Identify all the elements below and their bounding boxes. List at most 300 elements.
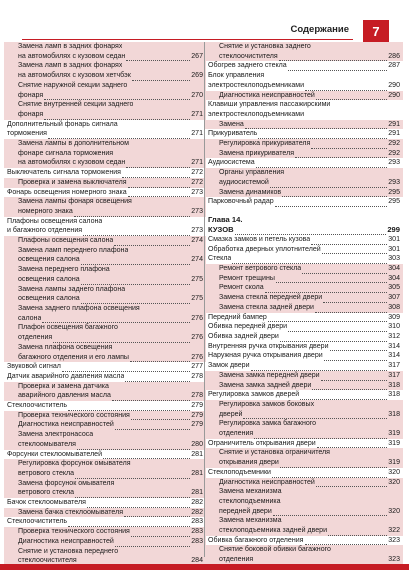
page-ref: 312 [388,332,400,340]
page-ref: 271 [191,159,203,167]
toc-section-entry[interactable] [208,313,400,323]
dot-leader [122,171,190,178]
dot-leader [273,509,387,516]
entry-title: Снятие и установка переднего [18,547,119,555]
entry-title: Замена переднего плафона [18,266,110,274]
toc-subsection-entry[interactable] [205,478,403,488]
page-ref: 319 [388,430,400,438]
entry-title: Регулировка форсунок омывателя [18,460,131,468]
dot-leader [254,432,387,439]
toc-section-entry[interactable] [208,245,400,255]
toc-subsection-entry[interactable] [4,547,206,557]
page-ref: 272 [191,169,203,177]
dot-leader [74,210,190,217]
page-ref: 283 [191,528,203,536]
entry-title: Замена замка передней двери [219,371,320,379]
entry-title: дверей [219,410,243,418]
toc-subsection-entry[interactable] [4,149,206,159]
dot-leader [81,297,191,304]
toc-section-entry[interactable] [208,158,400,168]
dot-leader [324,354,388,361]
toc-section-entry[interactable] [208,129,400,139]
toc-subsection-entry[interactable] [4,304,206,314]
toc-section-entry[interactable] [7,372,203,382]
entry-title: передней двери [219,507,272,515]
entry-title: электростеклоподъемниками [208,81,305,89]
dot-leader [75,472,190,479]
toc-subsection-entry[interactable] [205,293,403,303]
toc-section-entry[interactable] [208,351,400,361]
dot-leader [305,84,387,91]
toc-subsection-entry[interactable] [205,120,403,130]
dot-leader [316,480,387,487]
dot-leader [279,54,388,61]
page-ref: 308 [388,303,400,311]
toc-subsection-entry[interactable] [4,382,206,392]
entry-title: Датчик аварийного давления масла [7,372,125,380]
entry-title: стеклоочистителя [18,557,77,565]
entry-title: Прикуриватель [208,130,258,138]
page-ref: 281 [191,469,203,477]
toc-section-entry[interactable] [208,81,400,91]
dot-leader [288,325,387,332]
entry-title: Замена ламп переднего плафона [18,246,129,254]
toc-subsection-entry[interactable] [4,411,206,421]
dot-leader [44,93,190,100]
entry-title: Внутренняя ручка открывания двери [208,342,329,350]
page-ref: 305 [388,284,400,292]
toc-subsection-entry[interactable] [205,91,403,101]
entry-title: Замена лампы фонаря освещения [18,198,132,206]
dot-leader [295,151,387,158]
toc-section-entry[interactable] [208,254,400,264]
entry-title: Регулировка замков боковых [219,400,315,408]
toc-subsection-entry[interactable] [205,178,403,188]
dot-leader [268,315,387,322]
dot-leader [131,413,190,420]
entry-title: Парковочный радар [208,198,274,206]
page-ref: 275 [191,295,203,303]
toc-right-column [208,42,400,565]
dot-leader [132,74,190,81]
toc-subsection-entry[interactable] [4,61,206,71]
entry-title: Замена динамиков [219,188,282,196]
dot-leader [125,375,190,382]
page-ref: 293 [388,159,400,167]
toc-subsection-entry[interactable] [205,507,403,517]
entry-title: Замена бачка стеклоомывателя [18,508,124,516]
entry-title: Регулировка замка багажного [219,420,317,428]
dot-leader [131,530,190,537]
page-ref: 269 [191,72,203,80]
toc-section-entry[interactable] [208,235,400,245]
entry-title: торможения [7,130,47,138]
toc-section-entry[interactable] [7,120,203,130]
toc-subsection-entry[interactable] [205,545,403,555]
dot-leader [312,383,387,390]
entry-title: Диагностика неисправностей [18,421,114,429]
dot-leader [48,132,190,139]
toc-subsection-entry[interactable] [4,81,206,91]
entry-title: Обработка дверных уплотнителей [208,245,321,253]
toc-subsection-entry[interactable] [205,410,403,420]
page-ref: 275 [191,275,203,283]
entry-title: фонаре сигнала торможения [18,149,114,157]
toc-section-entry[interactable] [7,188,203,198]
toc-subsection-entry[interactable] [4,207,206,217]
entry-title: Ремонт трещины [219,274,275,282]
entry-title: номерного знака [18,207,73,215]
page-ref: 323 [388,536,400,544]
toc-subsection-entry[interactable] [205,526,403,536]
toc-subsection-entry[interactable] [4,323,206,333]
toc-subsection-entry[interactable] [4,333,206,343]
page-ref: 318 [388,410,400,418]
entry-title: аварийного давления масла [18,392,111,400]
chapter-title[interactable] [208,225,400,235]
page-ref: 317 [388,371,400,379]
toc-subsection-entry[interactable] [4,353,206,363]
entry-title: Смазка замков и петель кузова [208,235,311,243]
header-rule [22,39,353,40]
page-ref: 276 [191,334,203,342]
page-ref: 284 [191,557,203,565]
entry-title: Регулировка прикуривателя [219,140,311,148]
toc-subsection-entry[interactable] [205,487,403,497]
toc-subsection-entry[interactable] [4,285,206,295]
toc-section-entry[interactable] [7,517,203,527]
toc-subsection-entry[interactable] [4,294,206,304]
page-ref: 280 [191,440,203,448]
entry-title: Стеклоочиститель [7,518,68,526]
page-ref: 274 [191,256,203,264]
toc-section-entry[interactable] [7,498,203,508]
page-ref: 319 [388,439,400,447]
page-ref: 277 [191,363,203,371]
dot-leader [300,393,387,400]
page-ref: 318 [388,391,400,399]
entry-title: Замена [219,120,244,128]
entry-title: Проверка технического состояния [18,411,130,419]
toc-subsection-entry[interactable] [4,537,206,547]
toc-section-entry[interactable] [208,322,400,332]
page-ref: 281 [191,489,203,497]
toc-subsection-entry[interactable] [4,42,206,52]
page-ref: 320 [388,468,400,476]
page-ref: 304 [388,265,400,273]
entry-title: Замена лампы заднего плафона [18,285,126,293]
page-ref: 283 [191,518,203,526]
entry-title: Снятие и установка ограничителя [219,449,330,457]
entry-title: Диагностика неисправностей [219,478,315,486]
toc-section-entry[interactable] [7,450,203,460]
dot-leader [126,161,190,168]
toc-section-entry[interactable] [208,536,400,546]
dot-leader [130,355,190,362]
entry-title: на автомобилях с кузовом седан [18,52,126,60]
toc-subsection-entry[interactable] [205,149,403,159]
dot-leader [243,412,387,419]
toc-section-entry[interactable] [208,439,400,449]
dot-leader [42,316,190,323]
page-ref: 279 [191,411,203,419]
header-title: Содержание [290,24,349,35]
page-ref: 299 [387,224,400,234]
dot-leader [282,190,387,197]
page-ref: 293 [388,178,400,186]
page-ref: 292 [388,140,400,148]
dot-leader [323,296,387,303]
toc-subsection-entry[interactable] [205,381,403,391]
page-ref: 309 [388,313,400,321]
entry-title: Диагностика неисправностей [18,537,114,545]
entry-title: Ремонт скола [219,284,264,292]
dot-leader [115,540,190,547]
toc-section-entry[interactable] [208,342,400,352]
page-ref: 318 [388,381,400,389]
toc-subsection-entry[interactable] [4,488,206,498]
toc-section-entry[interactable] [208,197,400,207]
toc-subsection-entry[interactable] [205,303,403,313]
dot-leader [302,267,387,274]
entry-title: Звуковой сигнал [7,363,61,371]
toc-section-entry[interactable] [208,332,400,342]
entry-title: Снятие внутренней секции заднего [18,101,134,109]
entry-title: Замена прикуривателя [219,149,295,157]
entry-title: на автомобилях с кузовом седан [18,159,126,167]
page-ref: 282 [191,499,203,507]
entry-title: Замена заднего плафона освещения [18,304,140,312]
toc-subsection-entry[interactable] [4,178,206,188]
entry-title: Проверка и замена датчика [18,382,109,390]
dot-leader [81,258,191,265]
toc-subsection-entry[interactable] [205,400,403,410]
dot-leader [316,93,387,100]
toc-subsection-entry[interactable] [205,497,403,507]
dot-leader [68,404,190,411]
page-ref: 281 [191,450,203,458]
toc-subsection-entry[interactable] [205,139,403,149]
page-ref: 267 [191,52,203,60]
page-ref: 283 [191,537,203,545]
entry-title: Диагностика неисправностей [219,91,315,99]
dot-leader [311,238,387,245]
entry-title: Форсунки стеклоомывателей [7,450,103,458]
dot-leader [322,247,388,254]
page-ref: 314 [388,342,400,350]
toc-subsection-entry[interactable] [205,458,403,468]
toc-subsection-entry[interactable] [4,255,206,265]
page-ref: 271 [191,130,203,138]
entry-title: Передний бампер [208,313,267,321]
toc-subsection-entry[interactable] [205,52,403,62]
entry-title: фонаря [18,91,44,99]
entry-title: ветрового стекла [18,489,75,497]
toc-subsection-entry[interactable] [4,343,206,353]
toc-subsection-entry[interactable] [205,448,403,458]
toc-section-entry[interactable] [7,168,203,178]
entry-title: Блок управления [208,72,265,80]
toc-subsection-entry[interactable] [205,429,403,439]
page-ref: 270 [191,91,203,99]
chapter-title-text: КУЗОВ [208,224,234,234]
toc-subsection-entry[interactable] [4,430,206,440]
toc-section-entry[interactable] [7,362,203,372]
entry-title: Снятие наружной секции заднего [18,81,128,89]
page-ref: 272 [191,178,203,186]
dot-leader [330,344,388,351]
toc-subsection-entry[interactable] [205,516,403,526]
page-ref: 319 [388,459,400,467]
entry-title: отделения [219,430,254,438]
dot-leader [275,200,388,207]
entry-title: Замок двери [208,362,250,370]
entry-title: Органы управления [219,169,285,177]
toc-section-entry[interactable] [208,390,400,400]
page-ref: 286 [388,52,400,60]
toc-subsection-entry[interactable] [4,197,206,207]
page-ref: 323 [388,556,400,564]
entry-title: отделения [18,334,53,342]
entry-title: Клавиши управления пассажирскими [208,101,331,109]
toc-subsection-entry[interactable] [4,527,206,537]
page-ref: 301 [388,235,400,243]
toc-subsection-entry[interactable] [4,246,206,256]
page-ref: 271 [191,110,203,118]
entry-title: багажного отделения и его лампы [18,353,129,361]
toc-subsection-entry[interactable] [4,236,206,246]
page-ref: 273 [191,207,203,215]
dot-leader [328,529,387,536]
entry-title: освещения салона [18,256,80,264]
toc-section-entry[interactable] [7,401,203,411]
toc-subsection-entry[interactable] [205,371,403,381]
entry-title: электростеклоподъемниками [208,110,305,118]
toc-subsection-entry[interactable] [4,440,206,450]
page-ref: 291 [388,120,400,128]
toc-subsection-entry[interactable] [4,275,206,285]
page-ref: 274 [191,237,203,245]
page-ref: 320 [388,507,400,515]
toc-section-entry[interactable] [7,129,203,139]
dot-leader [77,443,190,450]
page-ref: 279 [191,421,203,429]
page-ref: 290 [388,81,400,89]
toc-section-entry[interactable] [208,100,400,110]
dot-leader [288,64,388,71]
entry-title: Аудиосистема [208,159,255,167]
dot-leader [245,122,387,129]
footer-bar [0,564,409,570]
toc-subsection-entry[interactable] [4,391,206,401]
entry-title: салона [18,314,42,322]
toc-subsection-entry[interactable] [4,459,206,469]
toc-subsection-entry[interactable] [4,52,206,62]
toc-subsection-entry[interactable] [205,264,403,274]
toc-section-entry[interactable] [208,361,400,371]
toc-subsection-entry[interactable] [4,508,206,518]
toc-section-entry[interactable] [208,61,400,71]
page-ref: 279 [191,402,203,410]
toc-subsection-entry[interactable] [4,100,206,110]
toc-section-entry[interactable] [7,226,203,236]
entry-title: Замена лампы в дополнительном [18,140,129,148]
toc-subsection-entry[interactable] [205,42,403,52]
entry-title: Проверка технического состояния [18,528,130,536]
entry-title: освещения салона [18,275,80,283]
toc-subsection-entry[interactable] [205,274,403,284]
toc-subsection-entry[interactable] [4,469,206,479]
entry-title: Ремонт ветрового стекла [219,265,302,273]
entry-title: Обивка передней двери [208,323,288,331]
page-ref: 304 [388,274,400,282]
entry-title: Выключатель сигнала торможения [7,169,121,177]
dot-leader [232,257,387,264]
dot-leader [115,423,190,430]
dot-leader [315,306,387,313]
toc-subsection-entry[interactable] [4,314,206,324]
entry-title: Регулировка замков дверей [208,391,300,399]
toc-section-entry[interactable] [208,71,400,81]
toc-subsection-entry[interactable] [205,168,403,178]
entry-title: Плафоны освещения салона [18,237,114,245]
toc-subsection-entry[interactable] [205,188,403,198]
page-ref: 292 [388,149,400,157]
toc-section-entry[interactable] [208,468,400,478]
entry-title: Замена стекла задней двери [219,303,314,311]
toc-subsection-entry[interactable] [205,283,403,293]
entry-title: открывания двери [219,459,279,467]
entry-title: Бачок стеклоомывателя [7,499,86,507]
toc-subsection-entry[interactable] [4,158,206,168]
page-ref: 320 [388,478,400,486]
entry-title: Стеклоподъемники [208,468,271,476]
toc-subsection-entry[interactable] [4,479,206,489]
toc-subsection-entry[interactable] [4,420,206,430]
dot-leader [280,335,387,342]
entry-title: Снятие и установка заднего [219,43,311,50]
entry-title: Замена плафона освещения [18,343,113,351]
dot-leader [124,510,190,517]
toc-subsection-entry[interactable] [4,265,206,275]
toc-section-entry[interactable] [208,110,400,120]
toc-subsection-entry[interactable] [4,110,206,120]
toc-subsection-entry[interactable] [4,71,206,81]
entry-title: ветрового стекла [18,469,75,477]
toc-section-entry[interactable] [7,217,203,227]
entry-title: стеклоочистителя [219,52,278,60]
dot-leader [44,113,190,120]
entry-title: стеклоомывателя [18,440,76,448]
toc-subsection-entry[interactable] [205,419,403,429]
entry-title: на автомобилях с кузовом хетчбэк [18,72,131,80]
dot-leader [112,394,190,401]
dot-leader [83,229,190,236]
toc-subsection-entry[interactable] [4,91,206,101]
page-ref: 278 [191,392,203,400]
dot-leader [68,520,190,527]
toc-subsection-entry[interactable] [4,139,206,149]
page-ref: 307 [388,294,400,302]
dot-leader [128,190,191,197]
dot-leader [265,286,388,293]
entry-title: Замена механизма [219,517,282,525]
entry-title: Замена механизма [219,488,282,496]
entry-title: отделения [219,556,254,564]
page-ref: 322 [388,527,400,535]
entry-title: стеклоподъемника задней двери [219,527,328,535]
dot-leader [126,54,190,61]
